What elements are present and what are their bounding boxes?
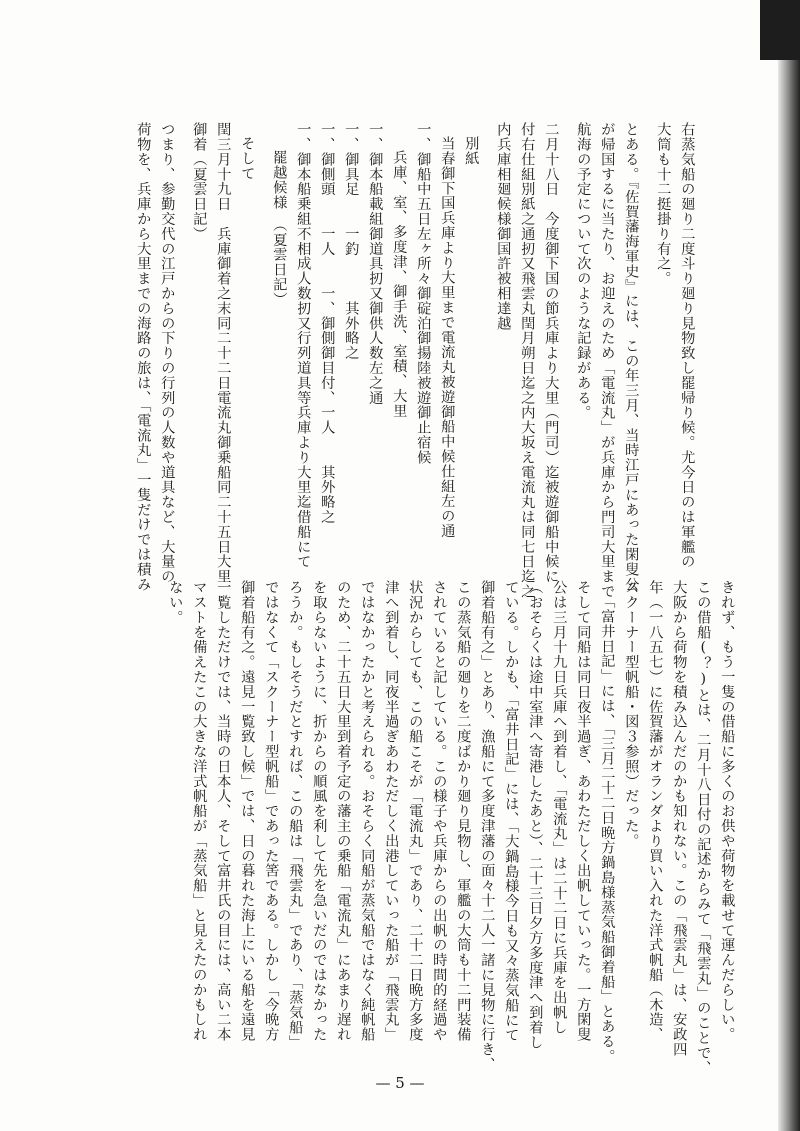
page-number: — 5 — <box>375 1074 425 1092</box>
text-column: 罷越候様 （夏雲日記） <box>271 150 288 307</box>
text-column: 二月十八日 今度御下国の節兵庫より大里（門司）迄被遊御船中候に <box>543 122 560 584</box>
text-column: 一覧しただけでは、当時の日本人、そして富井氏の目には、高い二本 <box>215 580 232 1042</box>
text-column: 御着船有之。遠見一覧致し候」では、日の暮れた海上にいる船を遠見 <box>239 580 256 1042</box>
text-column: ろうか。もしそうだとすれば、この船は「飛雲丸」であり、「蒸気船」 <box>287 580 304 1050</box>
text-column: されていると記している。この様子や兵庫からの出帆の時間的経過や <box>431 580 448 1042</box>
text-column: 大阪から荷物を積み込んだのかも知れない。この「飛雲丸」は、安政四 <box>671 580 688 1057</box>
text-column: 御着（夏雲日記） <box>191 122 208 242</box>
text-column: 兵庫、室、多度津、御手洗、室積、大里 <box>391 150 408 419</box>
text-column: 航海の予定について次のような記録がある。 <box>575 122 592 420</box>
text-column: 右蒸気船の廻り二度斗り廻り見物致し罷帰り候。尤今日のは軍艦の <box>679 122 696 569</box>
text-column: 付右仕組別紙之通扨又飛雲丸閏月朔日迄之内大坂え電流丸は同七日迄之 <box>519 122 536 599</box>
scan-border <box>778 0 800 1131</box>
text-column: そして同船は同日夜半過ぎ、あわただしく出帆していった。一方閑叟 <box>575 580 592 1042</box>
text-column: 一、御本船乗組不相成人数扨又行列道具等兵庫より大里迄借船にて <box>295 122 312 569</box>
text-column: 状況からしても、この船こそが「電流丸」であり、二十二日晩方多度 <box>407 580 424 1042</box>
text-column: この蒸気船の廻りを二度ばかり廻り見物し、軍艦の大筒も十二門装備 <box>455 580 472 1042</box>
text-column: 荷物を、兵庫から大里までの海路の旅は、「電流丸」一隻だけでは積み <box>135 122 152 592</box>
text-column: スクーナー型帆船・図３参照）だった。 <box>623 580 640 849</box>
text-column: つまり、参勤交代の江戸からの下りの行列の人数や道具など、大量の <box>159 122 176 584</box>
text-column: のため、二十五日大里到着予定の藩主の乗船「電流丸」にあまり遅れ <box>335 580 352 1042</box>
text-column: この借船(？)とは、二月十八日付の記述からみて「飛雲丸」のことで、 <box>695 580 712 1076</box>
text-column: 一、御側頭 一人 一、御側御目付、一人 其外略之 <box>319 122 336 525</box>
text-column: 一、御本船載組御道具扨又御供人数左之通 <box>367 122 384 406</box>
text-column: 「富井日記」には、「三月二十二日晩方鍋島様蒸気船御着船」とある。 <box>599 594 616 1064</box>
text-column: 一、御船中五日左ヶ所々御碇泊御揚陸被遊御止宿候 <box>415 122 432 465</box>
text-column: （おそらくは途中室津へ寄港したあと）、二十三日夕方多度津へ到着し <box>527 580 544 1050</box>
text-column: 内兵庫相廻候様御国許被相達越 <box>495 122 512 331</box>
text-column: ている。しかも、「富井日記」には、「大鍋島様今日も又々蒸気船にて <box>503 580 520 1043</box>
text-column: 津へ到着し、同夜半過ぎあわただしく出港していった船が「飛雲丸」 <box>383 580 400 1042</box>
text-column: とある。『佐賀藩海軍史』には、この年三月、当時江戸にあった閑叟公 <box>623 122 640 592</box>
text-column: ではなかったかと考えられる。おそらく同船が蒸気船ではなく純帆船 <box>359 580 376 1042</box>
text-column: そして <box>239 136 256 181</box>
text-column: 年（一八五七）に佐賀藩がオランダより買い入れた洋式帆船（木造、 <box>647 580 664 1042</box>
text-column: が帰国するに当たり、お迎えのため「電流丸」が兵庫から門司大里まで <box>599 122 616 599</box>
text-column: を取らないように、折からの順風を利して先を急いだのではなかった <box>311 580 328 1042</box>
text-column: マストを備えたこの大きな洋式帆船が「蒸気船」と見えたのかもしれ <box>191 580 208 1042</box>
text-column: 当春御下国兵庫より大里まで電流丸被遊御船中候仕組左の通 <box>439 136 456 539</box>
text-column: 御着船有之」とあり、漁船にて多度津藩の面々十二人一諸に見物に行き、 <box>479 580 496 1072</box>
scan-corner <box>760 0 800 60</box>
text-column: 閏三月十九日 兵庫御着之末同二十二日電流丸御乗船同二十五日大里 <box>215 122 232 584</box>
text-column: 一、御具足 一釣 其外略之 <box>343 122 360 361</box>
text-column: 別紙 <box>463 136 480 166</box>
text-column: ない。 <box>167 580 184 625</box>
text-column: ではなくて「スクーナー型帆船」であった筈である。しかし「今晩方 <box>263 580 280 1042</box>
text-column: きれず、もう一隻の借船に多くのお供や荷物を載せて運んだらしい。 <box>719 580 736 1042</box>
text-column: 公は三月十九日兵庫へ到着し、「電流丸」は二十二日に兵庫を出帆し <box>551 580 568 1035</box>
text-column: 大筒も十二挺掛り有之。 <box>655 122 672 286</box>
